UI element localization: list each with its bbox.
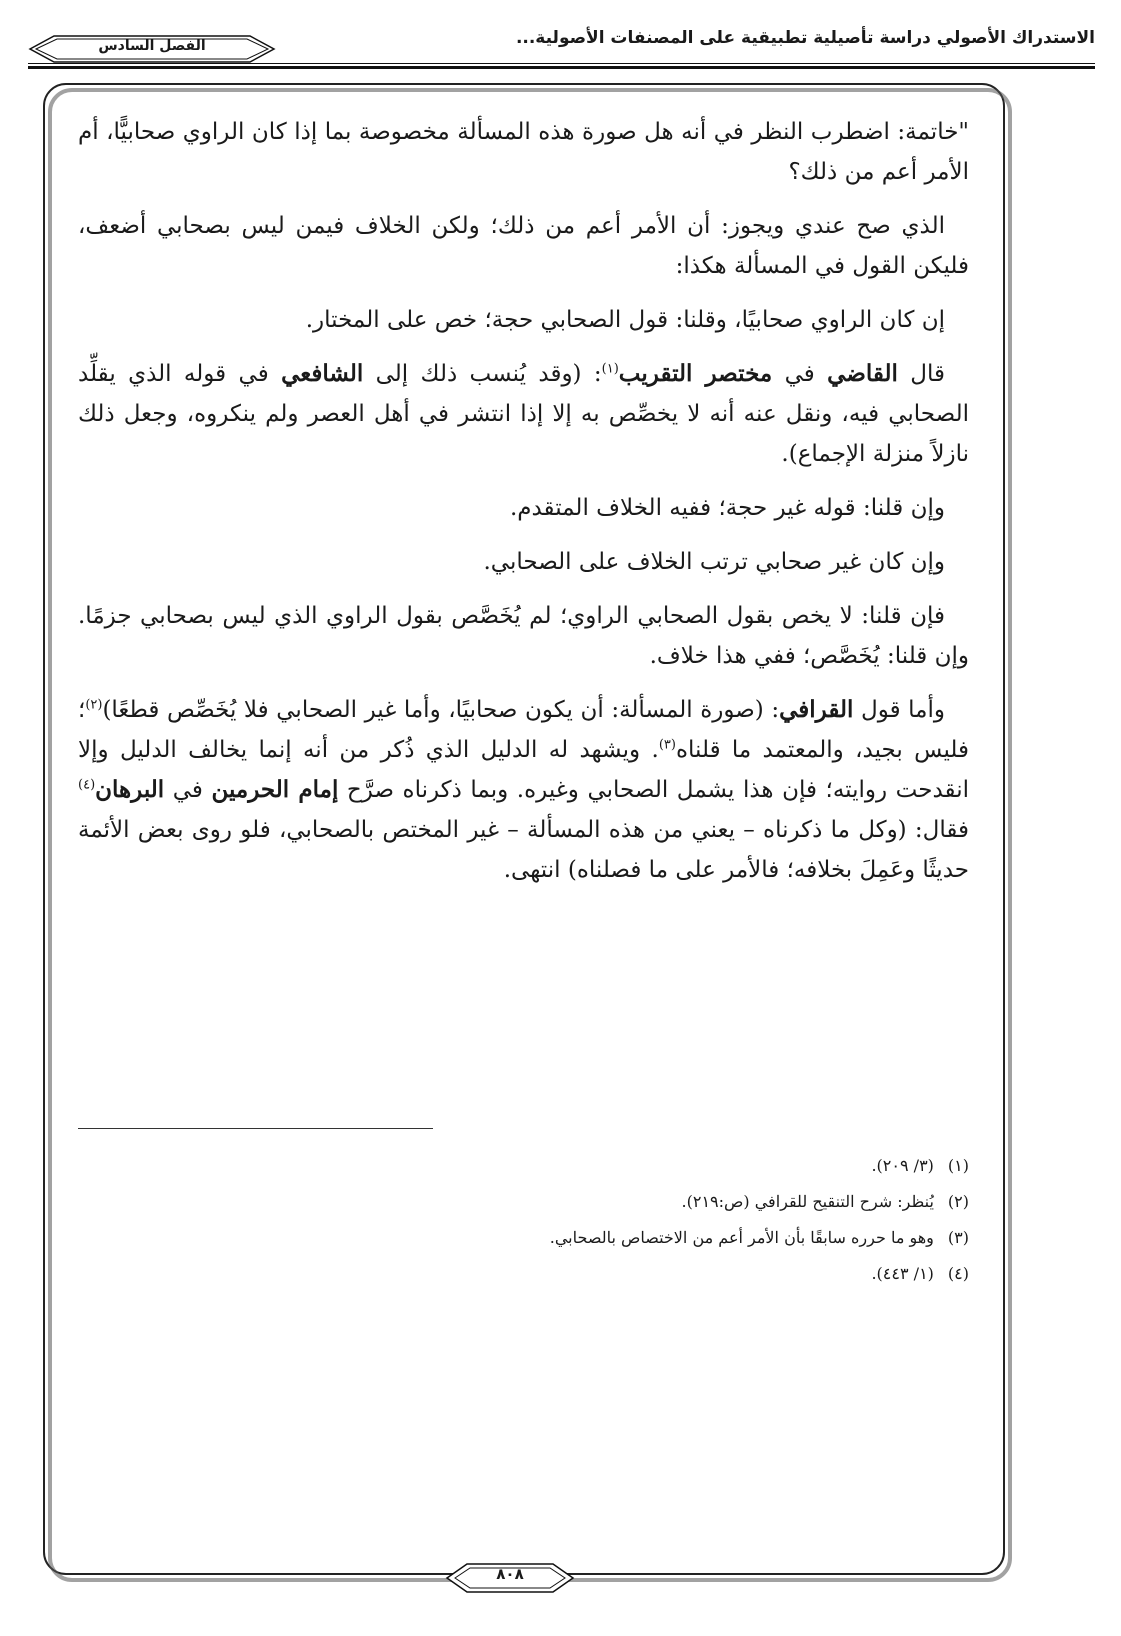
footnote [78, 1261, 969, 1287]
footnote [78, 1153, 969, 1179]
page-number: ٨٠٨ [496, 1565, 524, 1583]
paragraph: وأما قول القرافي: (صورة المسألة: أن يكون صحابيًا، وأما غير الصحابي فلا يُخَصِّص قطعًا)$^{(٢)}$؛ فليس بجيد، والمعتمد ما قلناه$^{(٣)}$. ويشهد له الدليل الذي ذُكر من أنه إنما يخالف الدليل وإلا انقدحت روايته؛ فإن هذا يشمل الصحابي وغيره. وبما ذكرناه صرَّح إمام الحرمين في البرهان$^{(٤)}$ فقال: (وكل ما ذكرناه – يعني من هذه المسألة – غير المختص بالصحابي، فلو روى بعض الأئمة حديثًا وعَمِلَ بخلافه؛ فالأمر على ما فصلناه) انتهى. [78, 696, 969, 883]
footnote-number: (٣) [947, 1228, 969, 1247]
footnote-number: (١) [947, 1156, 969, 1175]
footnotes [78, 1153, 969, 1297]
footnote-ref: (٣) [658, 737, 676, 753]
author-name: الشافعي [281, 360, 364, 387]
book-name: مختصر التقريب [618, 360, 773, 387]
footnote-number: (٤) [947, 1264, 969, 1283]
paragraph: الذي صح عندي ويجوز: أن الأمر أعم من ذلك؛ ولكن الخلاف فيمن ليس بصحابي أضعف، فليكن القول في المسألة هكذا: [78, 213, 969, 279]
paragraph: قال القاضي في مختصر التقريب$^{(١)}$: (وقد يُنسب ذلك إلى الشافعي في قوله الذي يقلِّد الصحابي فيه، ونقل عنه أنه لا يخصِّص به إلا إذا انتشر في أهل العصر ولم ينكروه، وجعل ذلك نازلاً منزلة الإجماع). [78, 360, 969, 467]
footnote-separator [78, 1128, 433, 1129]
paragraph: فإن قلنا: لا يخص بقول الصحابي الراوي؛ لم يُخَصَّص بقول الراوي الذي ليس بصحابي جزمًا. وإن قلنا: يُخَصَّص؛ ففي هذا خلاف. [78, 603, 969, 669]
chapter-label: الفصل السادس [98, 38, 206, 54]
author-name: القرافي [779, 696, 854, 723]
paragraph: "خاتمة: اضطرب النظر في أنه هل صورة هذه المسألة مخصوصة بما إذا كان الراوي صحابيًّا، أم الأمر أعم من ذلك؟ [78, 119, 969, 185]
author-name: القاضي [827, 360, 898, 387]
footnote-ref: (١) [601, 361, 619, 377]
paragraph: وإن كان غير صحابي ترتب الخلاف على الصحابي. [483, 549, 945, 575]
header-rule-thick [28, 66, 1095, 69]
header-rule [28, 63, 1095, 64]
footnote-ref: (٢) [85, 697, 103, 713]
book-name: البرهان [95, 776, 165, 803]
footnote-ref: (٤) [78, 777, 96, 793]
paragraph: وإن قلنا: قوله غير حجة؛ ففيه الخلاف المتقدم. [509, 495, 945, 521]
footnote-text: يُنظر: شرح التنقيح للقرافي (ص:٢١٩). [681, 1192, 934, 1211]
footnote-text: وهو ما حرره سابقًا بأن الأمر أعم من الاختصاص بالصحابي. [549, 1228, 934, 1247]
author-name: إمام الحرمين [211, 776, 339, 803]
footnote-text: (١/ ٤٤٣). [871, 1264, 934, 1283]
footnote [78, 1225, 969, 1251]
footnote-text: (٣/ ٢٠٩). [871, 1156, 934, 1175]
footnote [78, 1189, 969, 1215]
page-header [0, 0, 1121, 70]
book-title: الاستدراك الأصولي دراسة تأصيلية تطبيقية على المصنفات الأصولية... [515, 28, 1095, 48]
paragraph: إن كان الراوي صحابيًا، وقلنا: قول الصحابي حجة؛ خص على المختار. [305, 307, 945, 333]
main-text [78, 112, 969, 904]
footnote-number: (٢) [947, 1192, 969, 1211]
